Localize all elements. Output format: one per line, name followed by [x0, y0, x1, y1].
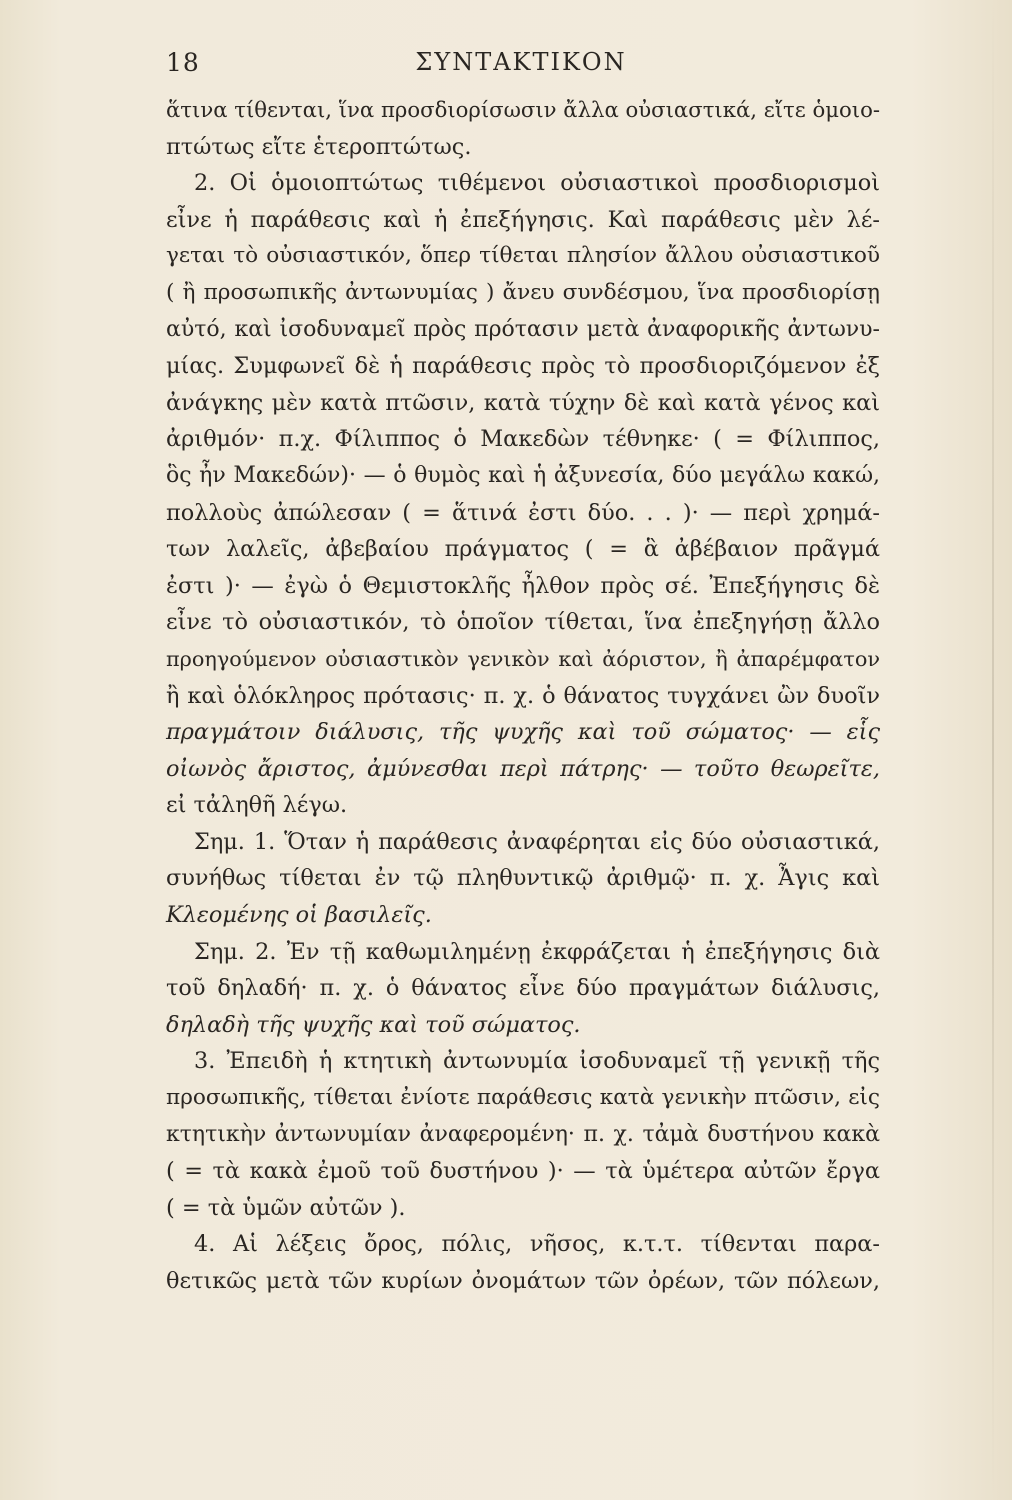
- page-header: [160, 48, 882, 84]
- text-line: ( = τὰ κακὰ ἐμοῦ τοῦ δυστήνου )· — τὰ ὑμέτερα αὐτῶν ἔργα: [166, 1158, 880, 1185]
- text-line: πτώτως εἴτε ἑτεροπτώτως.: [166, 133, 472, 160]
- text-line: των λαλεῖς, ἀβεβαίου πράγματος ( = ἃ ἀβέβαιον πρᾶγμά: [166, 536, 880, 563]
- text-line: εἶνε ἡ παράθεσις καὶ ἡ ἐπεξήγησις. Καὶ παράθεσις μὲν λέ-: [166, 206, 880, 233]
- text-line: ( ἢ προσωπικῆς ἀντωνυμίας ) ἄνευ συνδέσμου, ἵνα προσδιορίσῃ: [166, 279, 880, 305]
- text-line: μίας. Συμφωνεῖ δὲ ἡ παράθεσις πρὸς τὸ προσδιοριζόμενον ἐξ: [166, 353, 880, 380]
- text-line: ἅτινα τίθενται, ἵνα προσδιορίσωσιν ἄλλα οὐσιαστικά, εἴτε ὁμοιο-: [166, 97, 880, 122]
- paragraph-3-start: 3. Ἐπειδὴ ἡ κτητικὴ ἀντωνυμία ἰσοδυναμεῖ τῇ γενικῇ τῆς: [194, 1048, 880, 1075]
- note-2-start: Σημ. 2. Ἐν τῇ καθωμιλημένῃ ἐκφράζεται ἡ ἐπεξήγησις διὰ: [194, 938, 880, 965]
- paragraph-4-start: 4. Αἱ λέξεις ὄρος, πόλις, νῆσος, κ.τ.τ. τίθενται παρα-: [194, 1231, 880, 1258]
- page-number: 18: [166, 48, 200, 77]
- running-title: ΣΥΝΤΑΚΤΙΚΟΝ: [415, 48, 627, 76]
- text-line-example: οἰωνὸς ἄριστος, ἀμύνεσθαι περὶ πάτρης· — τοῦτο θεωρεῖτε,: [166, 755, 880, 782]
- text-line: εἰ τἀληθῆ λέγω.: [166, 792, 348, 819]
- text-line: θετικῶς μετὰ τῶν κυρίων ὀνομάτων τῶν ὀρέων, τῶν πόλεων,: [166, 1268, 880, 1294]
- text-line: γεται τὸ οὐσιαστικόν, ὅπερ τίθεται πλησίον ἄλλου οὐσιαστικοῦ: [166, 243, 880, 269]
- text-line: ὃς ἦν Μακεδών)· — ὁ θυμὸς καὶ ἡ ἀξυνεσία, δύο μεγάλω κακώ,: [166, 462, 880, 488]
- text-line: ἢ καὶ ὁλόκληρος πρότασις· π. χ. ὁ θάνατος τυγχάνει ὢν δυοῖν: [166, 682, 880, 709]
- text-line: ἀριθμόν· π.χ. Φίλιππος ὁ Μακεδὼν τέθνηκε· ( = Φίλιππος,: [166, 426, 880, 453]
- text-line: τοῦ δηλαδή· π. χ. ὁ θάνατος εἶνε δύο πραγμάτων διάλυσις,: [166, 975, 880, 1002]
- text-line: συνήθως τίθεται ἐν τῷ πληθυντικῷ ἀριθμῷ· π. χ. Ἆγις καὶ: [166, 865, 880, 892]
- text-line-example: δηλαδὴ τῆς ψυχῆς καὶ τοῦ σώματος.: [166, 1011, 581, 1038]
- page-fold-shadow: [992, 0, 994, 1500]
- text-line-example: πραγμάτοιν διάλυσις, τῆς ψυχῆς καὶ τοῦ σώματος· — εἷς: [166, 719, 880, 746]
- text-line: προηγούμενον οὐσιαστικὸν γενικὸν καὶ ἀόριστον, ἢ ἀπαρέμφατον: [166, 646, 880, 671]
- text-line: κτητικὴν ἀντωνυμίαν ἀναφερομένη· π. χ. τἀμὰ δυστήνου κακὰ: [166, 1121, 880, 1147]
- text-line: προσωπικῆς, τίθεται ἐνίοτε παράθεσις κατὰ γενικὴν πτῶσιν, εἰς: [166, 1085, 880, 1111]
- text-body: [166, 92, 880, 1300]
- paragraph-2-start: 2. Οἱ ὁμοιοπτώτως τιθέμενοι οὐσιαστικοὶ προσδιορισμοὶ: [194, 170, 880, 197]
- text-line: ἐστι )· — ἐγὼ ὁ Θεμιστοκλῆς ἦλθον πρὸς σέ. Ἐπεξήγησις δὲ: [166, 572, 880, 599]
- text-line: ( = τὰ ὑμῶν αὐτῶν ).: [166, 1194, 406, 1221]
- text-line-example: Κλεομένης οἱ βασιλεῖς.: [166, 902, 432, 929]
- text-line: πολλοὺς ἀπώλεσαν ( = ἅτινά ἐστι δύο. . . )· — περὶ χρημά-: [166, 499, 880, 526]
- text-line: εἶνε τὸ οὐσιαστικόν, τὸ ὁποῖον τίθεται, ἵνα ἐπεξηγήσῃ ἄλλο: [166, 609, 880, 636]
- note-1-start: Σημ. 1. Ὅταν ἡ παράθεσις ἀναφέρηται εἰς δύο οὐσιαστικά,: [194, 828, 880, 855]
- text-line: ἀνάγκης μὲν κατὰ πτῶσιν, κατὰ τύχην δὲ καὶ κατὰ γένος καὶ: [166, 389, 880, 416]
- text-line: αὐτό, καὶ ἰσοδυναμεῖ πρὸς πρότασιν μετὰ ἀναφορικῆς ἀντωνυ-: [166, 316, 880, 342]
